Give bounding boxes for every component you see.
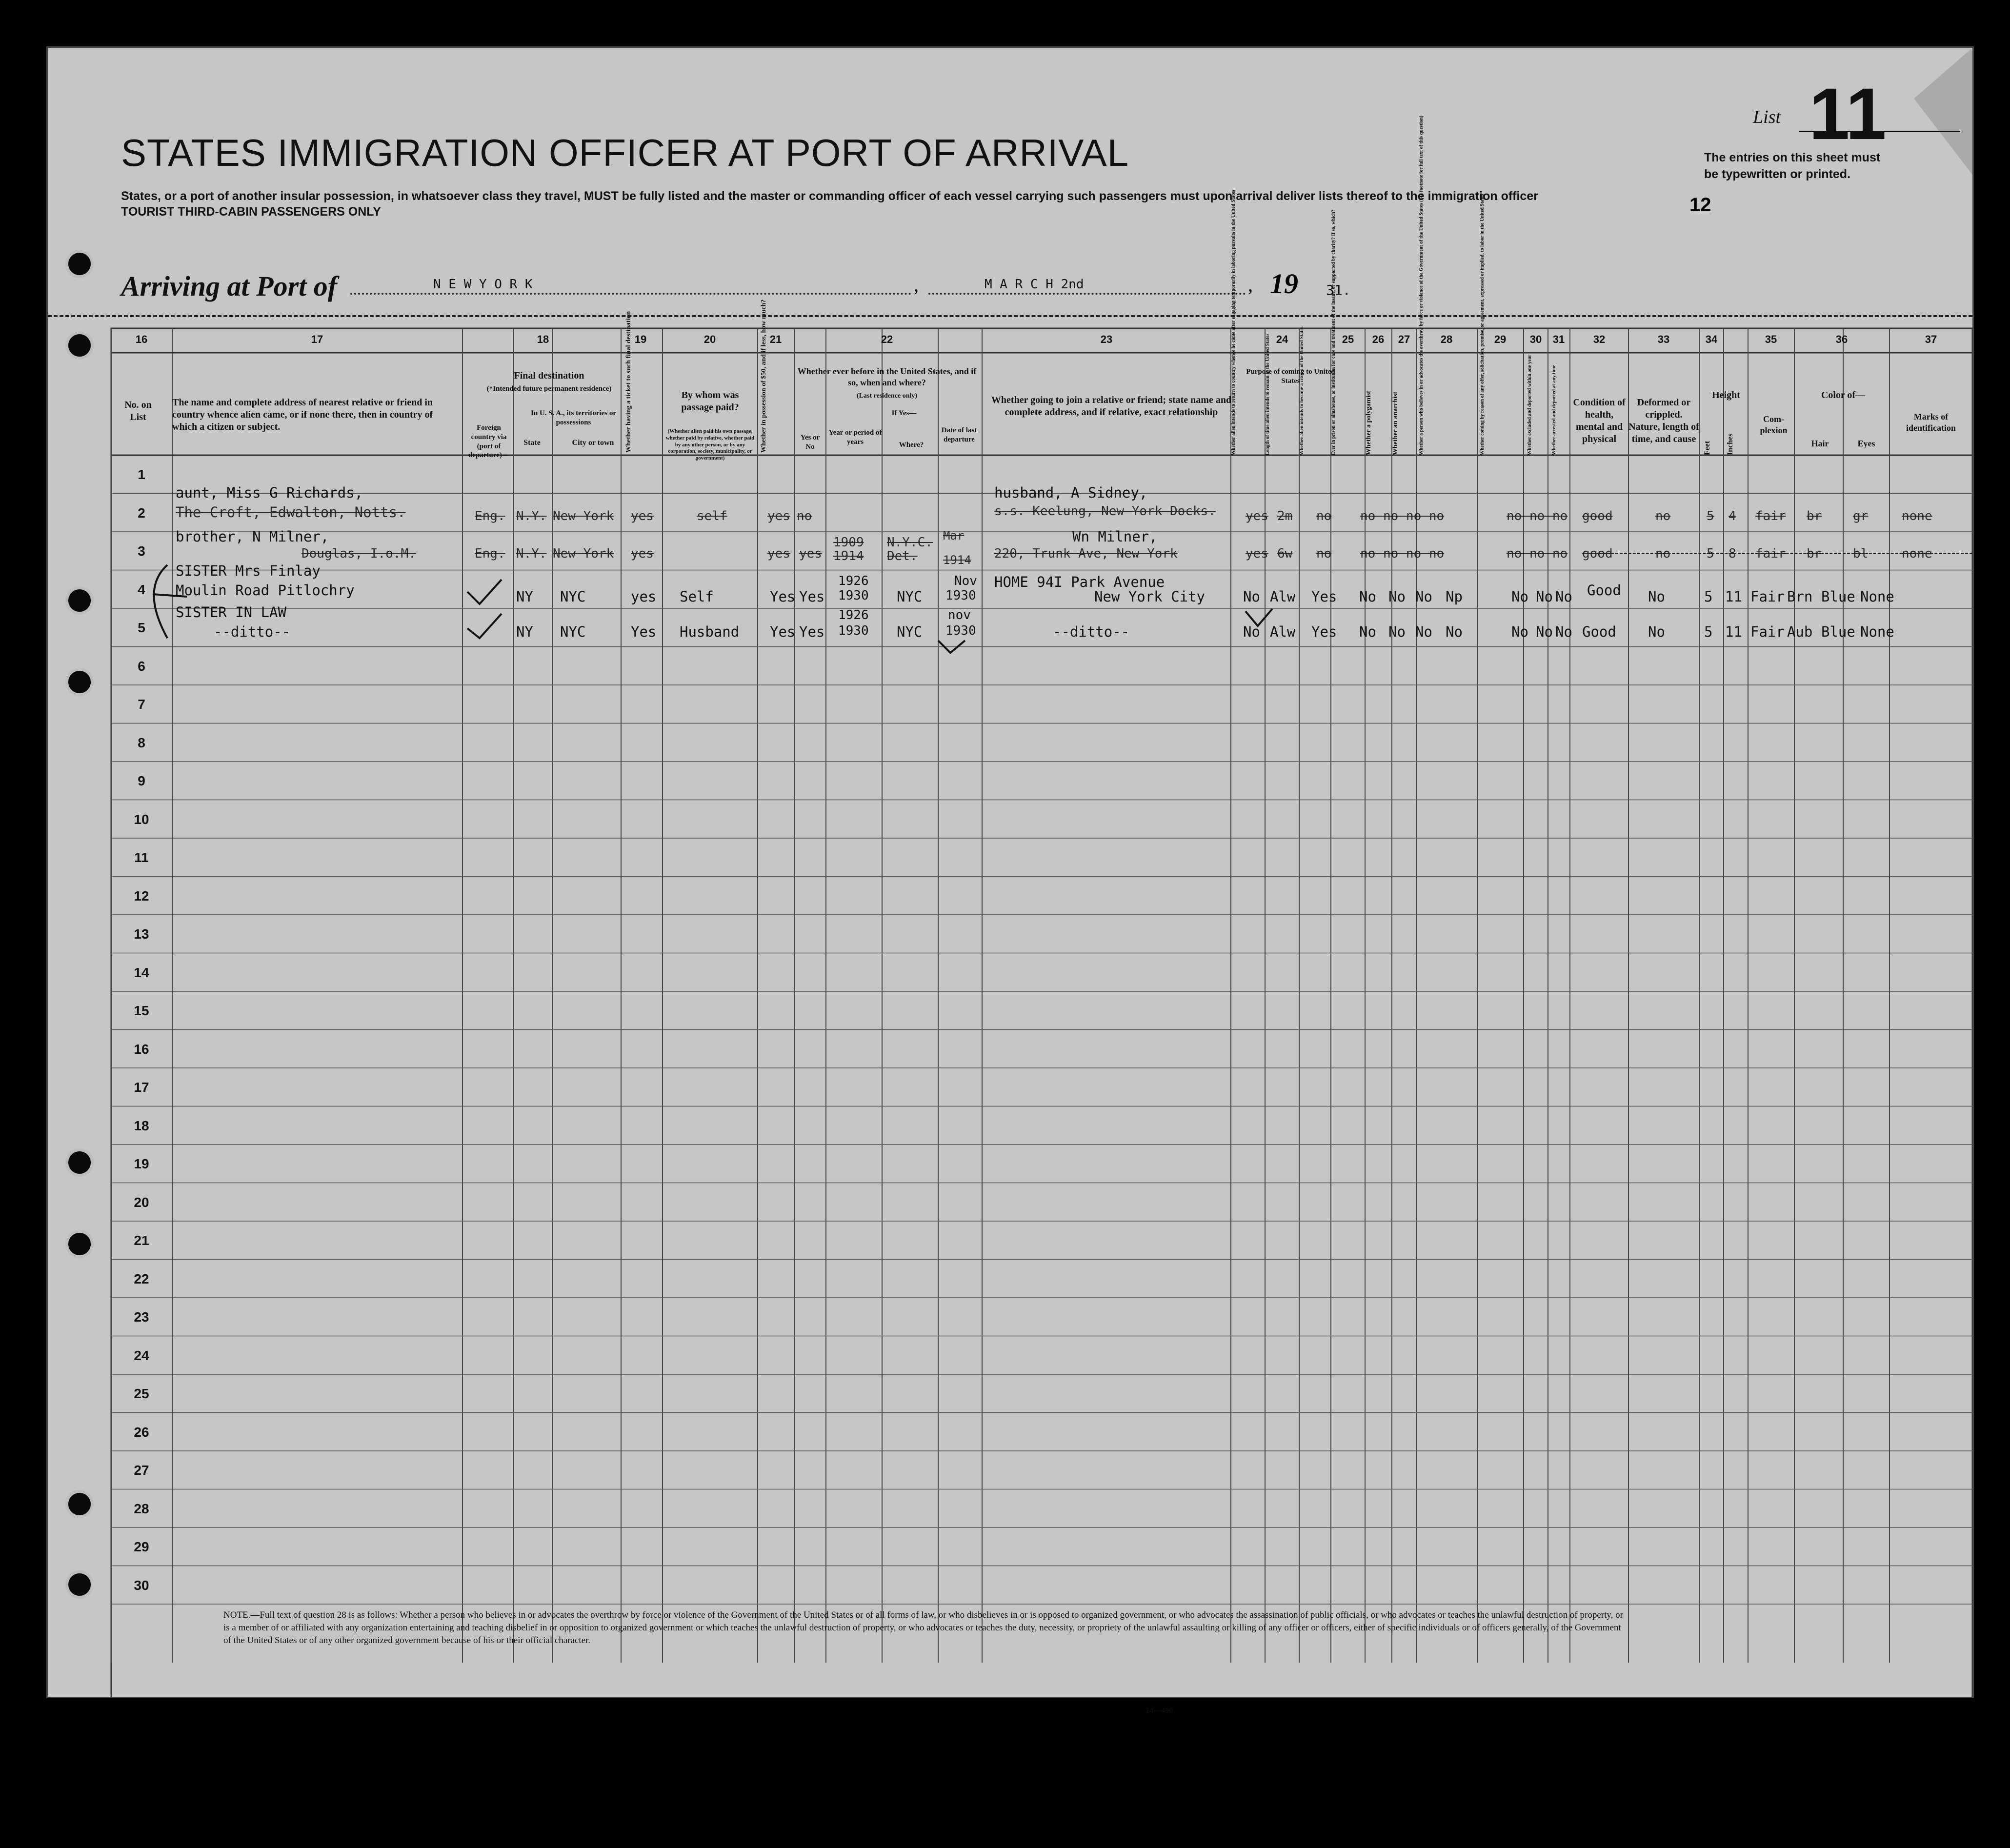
header-overthrow: Whether a person who believes in or advocates the overthrow by force or violence of the Government of the United States (See footnote for full text of this question) — [1419, 115, 1424, 455]
eyes: Blue — [1821, 623, 1855, 640]
purpose-length: 6w — [1277, 546, 1293, 561]
header-final-destination-note: (*Intended future permanent residence) — [486, 385, 612, 393]
polygamist: No — [1388, 623, 1406, 640]
hair: Aub — [1787, 623, 1813, 640]
purpose-length: Alw — [1270, 588, 1296, 605]
purpose-return: yes — [1246, 509, 1268, 523]
year-suffix: 31. — [1326, 282, 1351, 298]
manifest-sheet — [46, 46, 1974, 1715]
where: NYC — [897, 623, 923, 640]
check-mark-purpose — [1246, 609, 1272, 626]
column-number: 29 — [1494, 333, 1507, 345]
join-address: s.s. Keelung, New York Docks. — [994, 504, 1216, 519]
header-polygamist: Whether a polygamist — [1365, 391, 1372, 455]
questions-25-28: no no no no — [1360, 509, 1445, 523]
header-city: City or town — [572, 439, 614, 447]
marks: None — [1860, 623, 1894, 640]
hair: Brn — [1787, 588, 1813, 605]
passage-paid: self — [697, 509, 727, 523]
row-number: 16 — [134, 1041, 149, 1057]
relative-name: brother, N Milner, — [176, 528, 329, 545]
row-number: 25 — [134, 1386, 149, 1401]
row-number: 22 — [134, 1271, 149, 1286]
complexion: fair — [1755, 546, 1786, 561]
fifty-dollars: Yes — [770, 623, 796, 640]
sheet-mark: 12 — [1689, 194, 1711, 216]
print-mark: 14—490 — [1146, 1707, 1173, 1715]
header-no-on-list: No. on List — [124, 400, 152, 422]
prison: No — [1359, 588, 1376, 605]
year-period-2: 1930 — [838, 623, 869, 638]
year-period-1: 1926 — [838, 608, 869, 623]
port-value: N E W Y O R K — [433, 277, 533, 292]
list-number: 11 — [1809, 73, 1887, 155]
row-number: 13 — [134, 926, 149, 942]
header-complexion: Com-plexion — [1760, 414, 1788, 435]
purpose-citizen: Yes — [1311, 623, 1337, 640]
column-number: 33 — [1657, 333, 1670, 345]
passage-paid: Husband — [680, 623, 740, 640]
row-number: 30 — [134, 1577, 149, 1593]
header-deformed: Deformed or crippled. Nature, length of time, and cause — [1628, 397, 1699, 444]
questions-29-31: no no no — [1507, 546, 1568, 561]
purpose-citizen: no — [1316, 509, 1332, 523]
date-comma: , — [1248, 274, 1253, 296]
eyes: Blue — [1821, 588, 1855, 605]
arriving-label: Arriving at Port of — [121, 270, 338, 302]
row-number: 9 — [138, 773, 145, 788]
header-where: Where? — [899, 441, 924, 449]
eyes: gr — [1853, 509, 1869, 523]
row-number: 27 — [134, 1463, 149, 1478]
binder-hole — [68, 1233, 91, 1255]
row-number: 7 — [138, 697, 145, 712]
where: NYC — [897, 588, 923, 605]
column-number: 37 — [1925, 333, 1937, 345]
header-purpose-citizen: Whether alien intends to become a citizen of the United States — [1299, 326, 1305, 455]
row-number: 5 — [138, 620, 145, 635]
header-ticket: Whether having a ticket to such final destination — [625, 311, 632, 453]
ticket: yes — [631, 509, 654, 523]
column-number: 36 — [1835, 333, 1848, 345]
column-number: 30 — [1529, 333, 1542, 345]
header-eyes: Eyes — [1857, 439, 1875, 448]
header-anarchist: Whether an anarchist — [1392, 391, 1399, 455]
marks: none — [1902, 509, 1932, 523]
header-foreign-country: Foreign country via (port of departure)— — [468, 424, 509, 460]
purpose-citizen: no — [1316, 546, 1332, 561]
column-number: 32 — [1593, 333, 1606, 345]
complexion: fair — [1755, 509, 1786, 523]
column-number: 20 — [704, 333, 716, 345]
row-number: 6 — [138, 658, 145, 674]
year-period: 1909 1914 — [833, 535, 864, 563]
relative-address: Moulin Road Pitlochry — [176, 582, 355, 599]
header-arrested: Whether arrested and deported at any time — [1551, 364, 1557, 455]
header-yes-no: Yes or No — [800, 434, 820, 451]
row-number: 18 — [134, 1118, 149, 1133]
header-join-relative: Whether going to join a relative or friend; state name and complete address, and if relative, exact relationship — [991, 395, 1232, 418]
row-number: 23 — [134, 1309, 149, 1325]
column-number: 21 — [769, 333, 782, 345]
join-relative: HOME 94I Park Avenue — [994, 574, 1165, 590]
passage-paid: Self — [680, 588, 714, 605]
binder-hole — [68, 1573, 91, 1596]
row-number: 19 — [134, 1156, 149, 1171]
header-year-period: Year or period of years — [828, 429, 882, 446]
header-instruction-line: States, or a port of another insular possession, in whatsoever class they travel, MUST be fully listed and the master or commanding officer of each vessel carrying such passengers must upon arrival deliver lists thereof to the immigration officer — [121, 189, 1538, 203]
check-mark-row-4 — [467, 614, 502, 638]
header-feet: Feet — [1703, 441, 1711, 455]
header-state: State — [523, 439, 541, 447]
overthrow: Np — [1446, 588, 1463, 605]
overthrow: No — [1446, 623, 1463, 640]
column-number: 22 — [881, 333, 893, 345]
polygamist: No — [1388, 588, 1406, 605]
state: NY — [516, 623, 533, 640]
column-number: 34 — [1705, 333, 1718, 345]
relative-name: aunt, Miss G Richards, — [176, 484, 363, 501]
header-height: Height — [1712, 390, 1740, 401]
state: NY — [516, 588, 533, 605]
row-number: 21 — [134, 1233, 149, 1248]
port-comma: , — [914, 274, 919, 296]
health: good — [1582, 509, 1613, 523]
deformed: No — [1648, 623, 1665, 640]
health: good — [1582, 546, 1613, 561]
check-mark-row-3 — [467, 580, 502, 604]
header-last-residence: (Last residence only) — [856, 392, 918, 400]
header-marks: Marks of identification — [1906, 412, 1956, 433]
marks: None — [1860, 588, 1894, 605]
row-number: 12 — [134, 888, 149, 904]
purpose-citizen: Yes — [1311, 588, 1337, 605]
height-feet: 5 — [1707, 509, 1714, 523]
typewritten-note-line-1: The entries on this sheet must — [1704, 151, 1881, 164]
foreign-country: Eng. — [475, 546, 505, 561]
header-last-departure: Date of last departure — [941, 426, 977, 443]
binder-hole — [68, 334, 91, 357]
before-in-us: yes — [799, 546, 822, 561]
row-number: 29 — [134, 1539, 149, 1554]
header-in-usa: In U. S. A., its territories or possessions — [531, 409, 616, 426]
column-number: 23 — [1100, 333, 1113, 345]
column-number: 35 — [1765, 333, 1777, 345]
height-feet: 5 — [1707, 546, 1714, 561]
row-number: 1 — [138, 467, 145, 482]
last-departure: Mar 1914 — [943, 529, 971, 567]
binder-hole — [68, 253, 91, 275]
binder-hole — [68, 1493, 91, 1515]
row-number: 20 — [134, 1194, 149, 1210]
column-number: 18 — [537, 333, 549, 345]
last-departure-year: 1930 — [945, 588, 976, 603]
height-feet: 5 — [1704, 588, 1713, 605]
labor-offer: No — [1511, 623, 1528, 640]
fifty-dollars: Yes — [770, 588, 796, 605]
state: N.Y. — [516, 546, 547, 561]
height-inches: 11 — [1725, 623, 1742, 640]
column-number: 24 — [1276, 333, 1288, 345]
foreign-country: Eng. — [475, 509, 505, 523]
header-passage-paid-note: (Whether alien paid his own passage, whether paid by relative, whether paid by any other person, or by any corporation, society, municipality, or government) — [665, 428, 755, 461]
row-number: 26 — [134, 1424, 149, 1440]
purpose-return: No — [1243, 623, 1260, 640]
header-if-yes: If Yes— — [891, 409, 917, 417]
footnote-question-28: NOTE.—Full text of question 28 is as follows: Whether a person who believes in or advocates the overthrow by force or violence of the Government of the United States or of all forms of law, or who disbelieves in or is opposed to organized government, or who advocates the assassination of public officials, or who advocates or teaches the unlawful destruction of property, or is a member of or affiliated with any organization entertaining and teaching disbelief in or opposition to organized government or which teaches the unlawful destruction of property, or who advocates or teaches the duty, necessity, or propriety of the unlawful assaulting or killing of any officer or officers, either of specific individuals or of officers generally, of the Government of the United States or of any other organized government because of his or their official character. — [223, 1610, 1623, 1646]
ticket: yes — [631, 546, 654, 561]
health: Good — [1582, 623, 1616, 640]
arrested: No — [1555, 623, 1572, 640]
last-departure-month: Nov — [954, 574, 977, 588]
binder-hole — [68, 671, 91, 693]
header-hair: Hair — [1811, 439, 1829, 448]
column-number: 17 — [311, 333, 323, 345]
year-period-2: 1930 — [838, 588, 869, 603]
anarchist: No — [1415, 623, 1432, 640]
deformed: No — [1648, 588, 1665, 605]
page-title: STATES IMMIGRATION OFFICER AT PORT OF ARRIVAL — [121, 131, 1129, 174]
excluded: No — [1536, 623, 1553, 640]
header-purpose-length: Length of time alien intends to remain in the United States — [1265, 333, 1270, 455]
purpose-length: Alw — [1270, 623, 1296, 640]
column-number: 27 — [1398, 333, 1410, 345]
join-address: 220, Trunk Ave, New York — [994, 546, 1178, 561]
height-inches: 4 — [1729, 509, 1736, 523]
city: New York — [553, 546, 614, 561]
row-number: 24 — [134, 1347, 149, 1363]
marks: none — [1902, 546, 1932, 561]
fifty-dollars: yes — [767, 546, 790, 561]
header-inches: Inches — [1726, 433, 1734, 455]
relative-name: SISTER IN LAW — [176, 604, 286, 621]
last-departure-month: nov — [948, 608, 971, 623]
excluded: No — [1536, 588, 1553, 605]
ticket: yes — [631, 588, 657, 605]
header-health: Condition of health, mental and physical — [1573, 397, 1626, 444]
bracket-mark — [153, 565, 187, 638]
relative-address: Douglas, I.o.M. — [302, 546, 416, 561]
state: N.Y. — [516, 509, 547, 523]
fifty-dollars: yes — [767, 509, 790, 523]
column-number: 28 — [1440, 333, 1453, 345]
join-relative: husband, A Sidney, — [994, 484, 1148, 501]
prison: No — [1359, 623, 1376, 640]
purpose-return: yes — [1246, 546, 1268, 561]
row-number: 8 — [138, 735, 145, 750]
questions-25-28: no no no no — [1360, 546, 1445, 561]
deformed: no — [1655, 509, 1671, 523]
list-label: List — [1753, 107, 1781, 127]
year-prefix: 19 — [1270, 268, 1298, 300]
height-inches: 8 — [1729, 546, 1736, 561]
city: NYC — [560, 623, 586, 640]
anarchist: No — [1415, 588, 1432, 605]
column-number: 31 — [1552, 333, 1565, 345]
typewritten-note-line-2: be typewritten or printed. — [1704, 167, 1851, 181]
questions-29-31: no no no — [1507, 509, 1568, 523]
header-before-in-us: Whether ever before in the United States, and if so, when and where? — [797, 366, 977, 387]
row-number: 10 — [134, 811, 149, 827]
join-relative: Wn Milner, — [1072, 528, 1158, 545]
complexion: Fair — [1750, 623, 1785, 640]
row-number: 3 — [138, 543, 145, 559]
row-number: 15 — [134, 1003, 149, 1018]
handwritten-checkmarks — [48, 48, 1972, 1697]
header-nearest-relative: The name and complete address of nearest relative or friend in country whence alien came, or if none there, then in country of which a citizen or subject. — [172, 397, 433, 432]
eyes: bl — [1853, 546, 1869, 561]
header-labor-offer: Whether coming by reason of any offer, solicitation, promise, or agreement, expressed or implied, to labor in the United States — [1480, 194, 1485, 455]
complexion: Fair — [1750, 588, 1785, 605]
hair: br — [1807, 509, 1822, 523]
health: Good — [1587, 582, 1621, 599]
header-purpose: Purpose of coming to United States — [1246, 368, 1335, 385]
city: New York — [553, 509, 614, 523]
header-passage-paid: By whom was passage paid? — [681, 390, 739, 413]
binder-hole — [68, 589, 91, 612]
labor-offer: No — [1511, 588, 1528, 605]
date-value: M A R C H 2nd — [985, 277, 1084, 292]
row-number: 4 — [138, 582, 145, 597]
city: NYC — [560, 588, 586, 605]
where: N.Y.C. Det. — [887, 535, 933, 563]
column-number: 25 — [1342, 333, 1354, 345]
header-fifty-dollars: Whether in possession of $50, and if less, how much? — [760, 299, 767, 453]
row-number: 17 — [134, 1080, 149, 1095]
arrested: No — [1555, 588, 1572, 605]
height-feet: 5 — [1704, 623, 1713, 640]
column-number: 19 — [634, 333, 647, 345]
ticket: Yes — [631, 623, 657, 640]
before-in-us: Yes — [799, 623, 825, 640]
join-address: New York City — [1094, 588, 1205, 605]
header-final-destination: Final destination — [514, 370, 584, 381]
row-number: 2 — [138, 505, 145, 521]
hair: br — [1807, 546, 1822, 561]
header-color-of: Color of— — [1821, 390, 1866, 401]
row-number: 28 — [134, 1501, 149, 1516]
header-prison: Ever in prison or almshouse, or institution for care and treatment of the insane, or supported by charity? If so, which? — [1331, 209, 1336, 455]
purpose-length: 2m — [1277, 509, 1293, 523]
height-inches: 11 — [1725, 588, 1742, 605]
header-purpose-return: Whether alien intends to return to country whence he came after engaging temporarily in laboring pursuits in the United States — [1231, 190, 1236, 455]
header-excluded: Whether excluded and deported within one year — [1527, 355, 1532, 455]
column-number: 16 — [135, 333, 148, 345]
row-number: 11 — [134, 850, 149, 865]
relative-name: SISTER Mrs Finlay — [176, 562, 321, 579]
before-in-us: no — [797, 509, 812, 523]
relative-address: The Croft, Edwalton, Notts. — [176, 504, 406, 521]
deformed: no — [1655, 546, 1671, 561]
column-number: 26 — [1372, 333, 1385, 345]
header-class-line: TOURIST THIRD-CABIN PASSENGERS ONLY — [121, 205, 381, 219]
year-period-1: 1926 — [838, 574, 869, 588]
check-mark-departure — [938, 641, 965, 653]
purpose-return: No — [1243, 588, 1260, 605]
binder-hole — [68, 1151, 91, 1174]
join-relative: --ditto-- — [1053, 623, 1130, 640]
before-in-us: Yes — [799, 588, 825, 605]
row-number: 14 — [134, 964, 149, 980]
relative-address: --ditto-- — [214, 623, 291, 640]
last-departure-year: 1930 — [945, 623, 976, 638]
